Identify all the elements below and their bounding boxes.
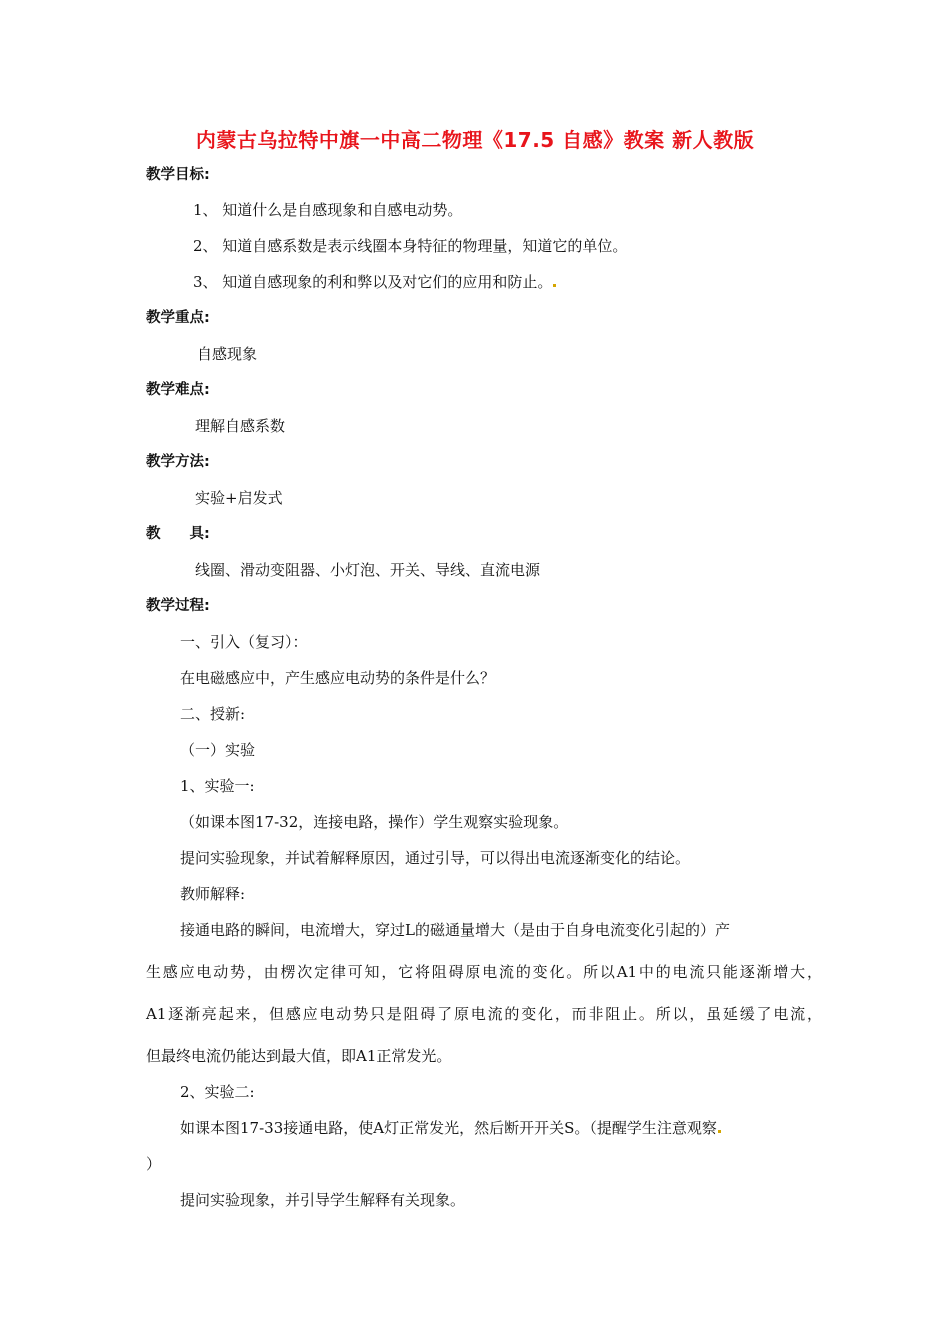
tools-heading: 教 具: [146,526,210,542]
method-heading: 教学方法: [146,454,210,470]
difficulty-text: 理解自感系数 [195,417,286,435]
document-title: 内蒙古乌拉特中旗一中高二物理《17.5 自感》教案 新人教版 [195,128,755,152]
intro-heading: 一、引入（复习）： [180,633,308,651]
explanation-line: 但最终电流仍能达到最大值，即A1正常发光。 [146,1047,452,1065]
method-text: 实验+启发式 [195,489,283,507]
exp1-heading: 1、实验一: [180,777,255,795]
explanation-line: A1逐渐亮起来，但感应电动势只是阻碍了原电流的变化，而非阻止。所以，虽延缓了电流， [146,1005,822,1023]
goal-item: 3、 知道自感现象的利和弊以及对它们的应用和防止。 [193,273,553,291]
focus-heading: 教学重点: [146,310,210,326]
focus-text: 自感现象 [197,345,258,363]
exp1-question: 提问实验现象，并试着解释原因，通过引导，可以得出电流逐渐变化的结论。 [180,849,691,867]
intro-question: 在电磁感应中，产生感应电动势的条件是什么？ [180,669,496,687]
teacher-heading: 教师解释: [180,885,246,903]
explanation-line: 生感应电动势，由楞次定律可知，它将阻碍原电流的变化。所以A1中的电流只能逐渐增大， [146,963,822,981]
mark-dot-icon [553,284,556,287]
exp2-step-end: ） [146,1155,162,1173]
goals-heading: 教学目标: [146,167,210,183]
process-heading: 教学过程: [146,598,210,614]
explanation-line: 接通电路的瞬间，电流增大，穿过L的磁通量增大（是由于自身电流变化引起的）产 [180,921,730,939]
mark-dot-icon [718,1130,721,1133]
exp2-step-row [180,1118,721,1138]
goal-item: 2、 知道自感系数是表示线圈本身特征的物理量，知道它的单位。 [193,237,628,255]
goal-item-row [193,272,556,292]
exp1-step: （如课本图17-32，连接电路，操作）学生观察实验现象。 [180,813,569,831]
goal-item: 1、 知道什么是自感现象和自感电动势。 [193,201,463,219]
experiment-heading: （一）实验 [180,741,256,759]
exp2-question: 提问实验现象，并引导学生解释有关现象。 [180,1191,466,1209]
difficulty-heading: 教学难点: [146,382,210,398]
exp2-heading: 2、实验二: [180,1083,255,1101]
exp2-step: 如课本图17-33接通电路，使A灯正常发光，然后断开开关S。（提醒学生注意观察 [180,1119,717,1137]
new-heading: 二、授新: [180,705,246,723]
tools-text: 线圈、滑动变阻器、小灯泡、开关、导线、直流电源 [195,561,541,579]
